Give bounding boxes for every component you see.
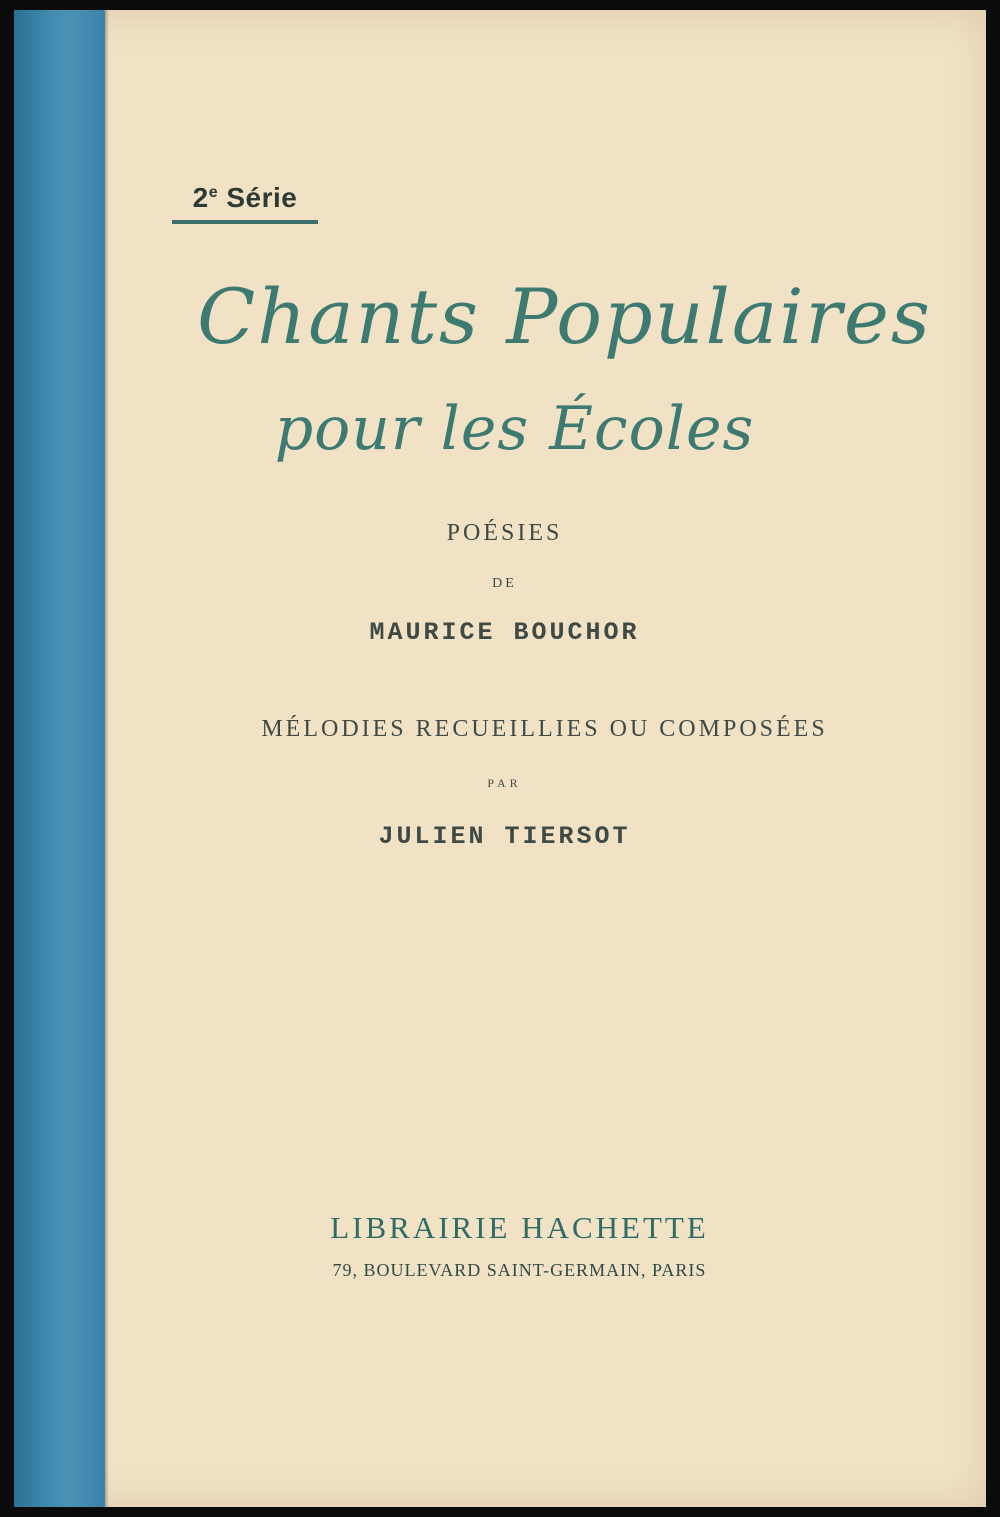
publisher-address: 79, BOULEVARD SAINT-GERMAIN, PARIS <box>332 1260 707 1280</box>
title-line-2: pour les Écoles <box>274 394 755 464</box>
de-label: DE <box>492 576 517 591</box>
par-label: PAR <box>487 776 522 790</box>
title-line-1: Chants Populaires <box>197 272 932 361</box>
cloth-spine <box>14 10 105 1507</box>
series-word: Série <box>226 182 298 213</box>
author-name: MAURICE BOUCHOR <box>369 618 640 647</box>
series-suffix: e <box>208 184 219 201</box>
book-cover <box>14 10 986 1507</box>
publisher-name: LIBRAIRIE HACHETTE <box>330 1210 709 1245</box>
series-number: 2 <box>192 182 209 213</box>
composer-name: JULIEN TIERSOT <box>378 822 631 851</box>
series-label <box>172 182 318 224</box>
melodies-label: MÉLODIES RECUEILLIES OU COMPOSÉES <box>261 716 828 742</box>
poesies-label: POÉSIES <box>446 520 563 546</box>
